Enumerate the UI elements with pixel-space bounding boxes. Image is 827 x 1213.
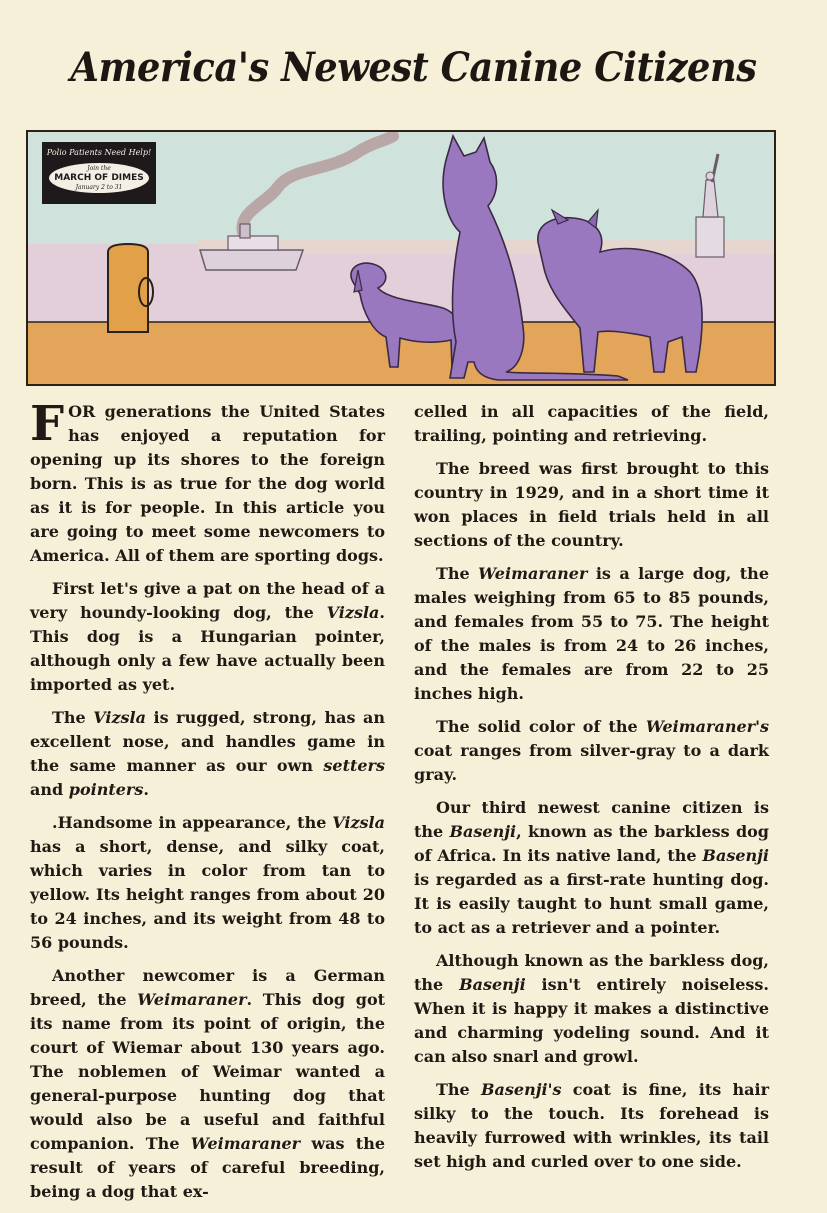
- paragraph: The Vizsla is rugged, strong, has an excellent nose, and handles game in the same manner as our own setters and pointers.: [30, 708, 385, 799]
- paragraph: The solid color of the Weimaraner's coat ranges from silver-gray to a dark gray.: [414, 717, 769, 784]
- paragraph: Our third newest canine citizen is the Basenji, known as the barkless dog of Africa. In its native land, the Basenji is regarded as a first-rate hunting dog. It is easily taught to hunt small game, to act as a retriever and a pointer.: [414, 798, 769, 937]
- right-column: [414, 400, 769, 1183]
- drop-cap: F: [30, 396, 65, 452]
- paragraph: Although known as the barkless dog, the Basenji isn't entirely noiseless. When it is happy it makes a distinctive and charming yodeling sound. And it can also snarl and growl.: [414, 951, 769, 1066]
- paragraph: The Basenji's coat is fine, its hair silky to the touch. Its forehead is heavily furrowed with wrinkles, its tail set high and curled over to one side.: [414, 1080, 770, 1171]
- illustration-panel: [26, 130, 776, 386]
- svg-text:MARCH OF DIMES: MARCH OF DIMES: [54, 173, 144, 183]
- paragraph: .Handsome in appearance, the Vizsla has a short, dense, and silky coat, which varies in color from tan to yellow. Its height ranges from about 20 to 24 inches, and its weight from 48 to 56 pounds.: [30, 813, 385, 952]
- paragraph: The Weimaraner is a large dog, the males weighing from 65 to 85 pounds, and females from 55 to 75. The height of the males is from 24 to 26 inches, and the females are from 22 to 25 inches high.: [414, 564, 769, 703]
- march-of-dimes-sign: [42, 142, 156, 204]
- paragraph: The breed was first brought to this country in 1929, and in a short time it won places in field trials held in all sections of the country.: [414, 459, 769, 550]
- svg-text:Polio Patients Need Help!: Polio Patients Need Help!: [46, 148, 152, 157]
- paragraph: First let's give a pat on the head of a very houndy-looking dog, the Vizsla. This dog is a Hungarian pointer, although only a few have actually been imported as yet.: [30, 579, 385, 694]
- page-title: America's Newest Canine Citizens: [70, 44, 757, 91]
- bollard: [108, 244, 153, 332]
- left-column: [30, 396, 386, 1213]
- svg-text:January 2 to 31: January 2 to 31: [75, 184, 123, 191]
- harbor-dogs-illustration: [28, 132, 774, 384]
- paragraph: celled in all capacities of the field, trailing, pointing and retrieving.: [414, 402, 769, 445]
- paragraph: FOR generations the United States has enjoyed a reputation for opening up its shores to the foreign born. This is as true for the dog world as it is for people. In this article you are going to meet some newcomers to America. All of them are sporting dogs.: [30, 396, 385, 565]
- svg-text:Join the: Join the: [87, 165, 111, 172]
- paragraph: Another newcomer is a German breed, the Weimaraner. This dog got its name from its point of origin, the court of Wiemar about 130 years ago. The noblemen of Weimar wanted a general-purpose hunting dog that would also be a useful and faithful companion. The Weimaraner was the result of years of careful breeding, being a dog that ex-: [30, 966, 386, 1201]
